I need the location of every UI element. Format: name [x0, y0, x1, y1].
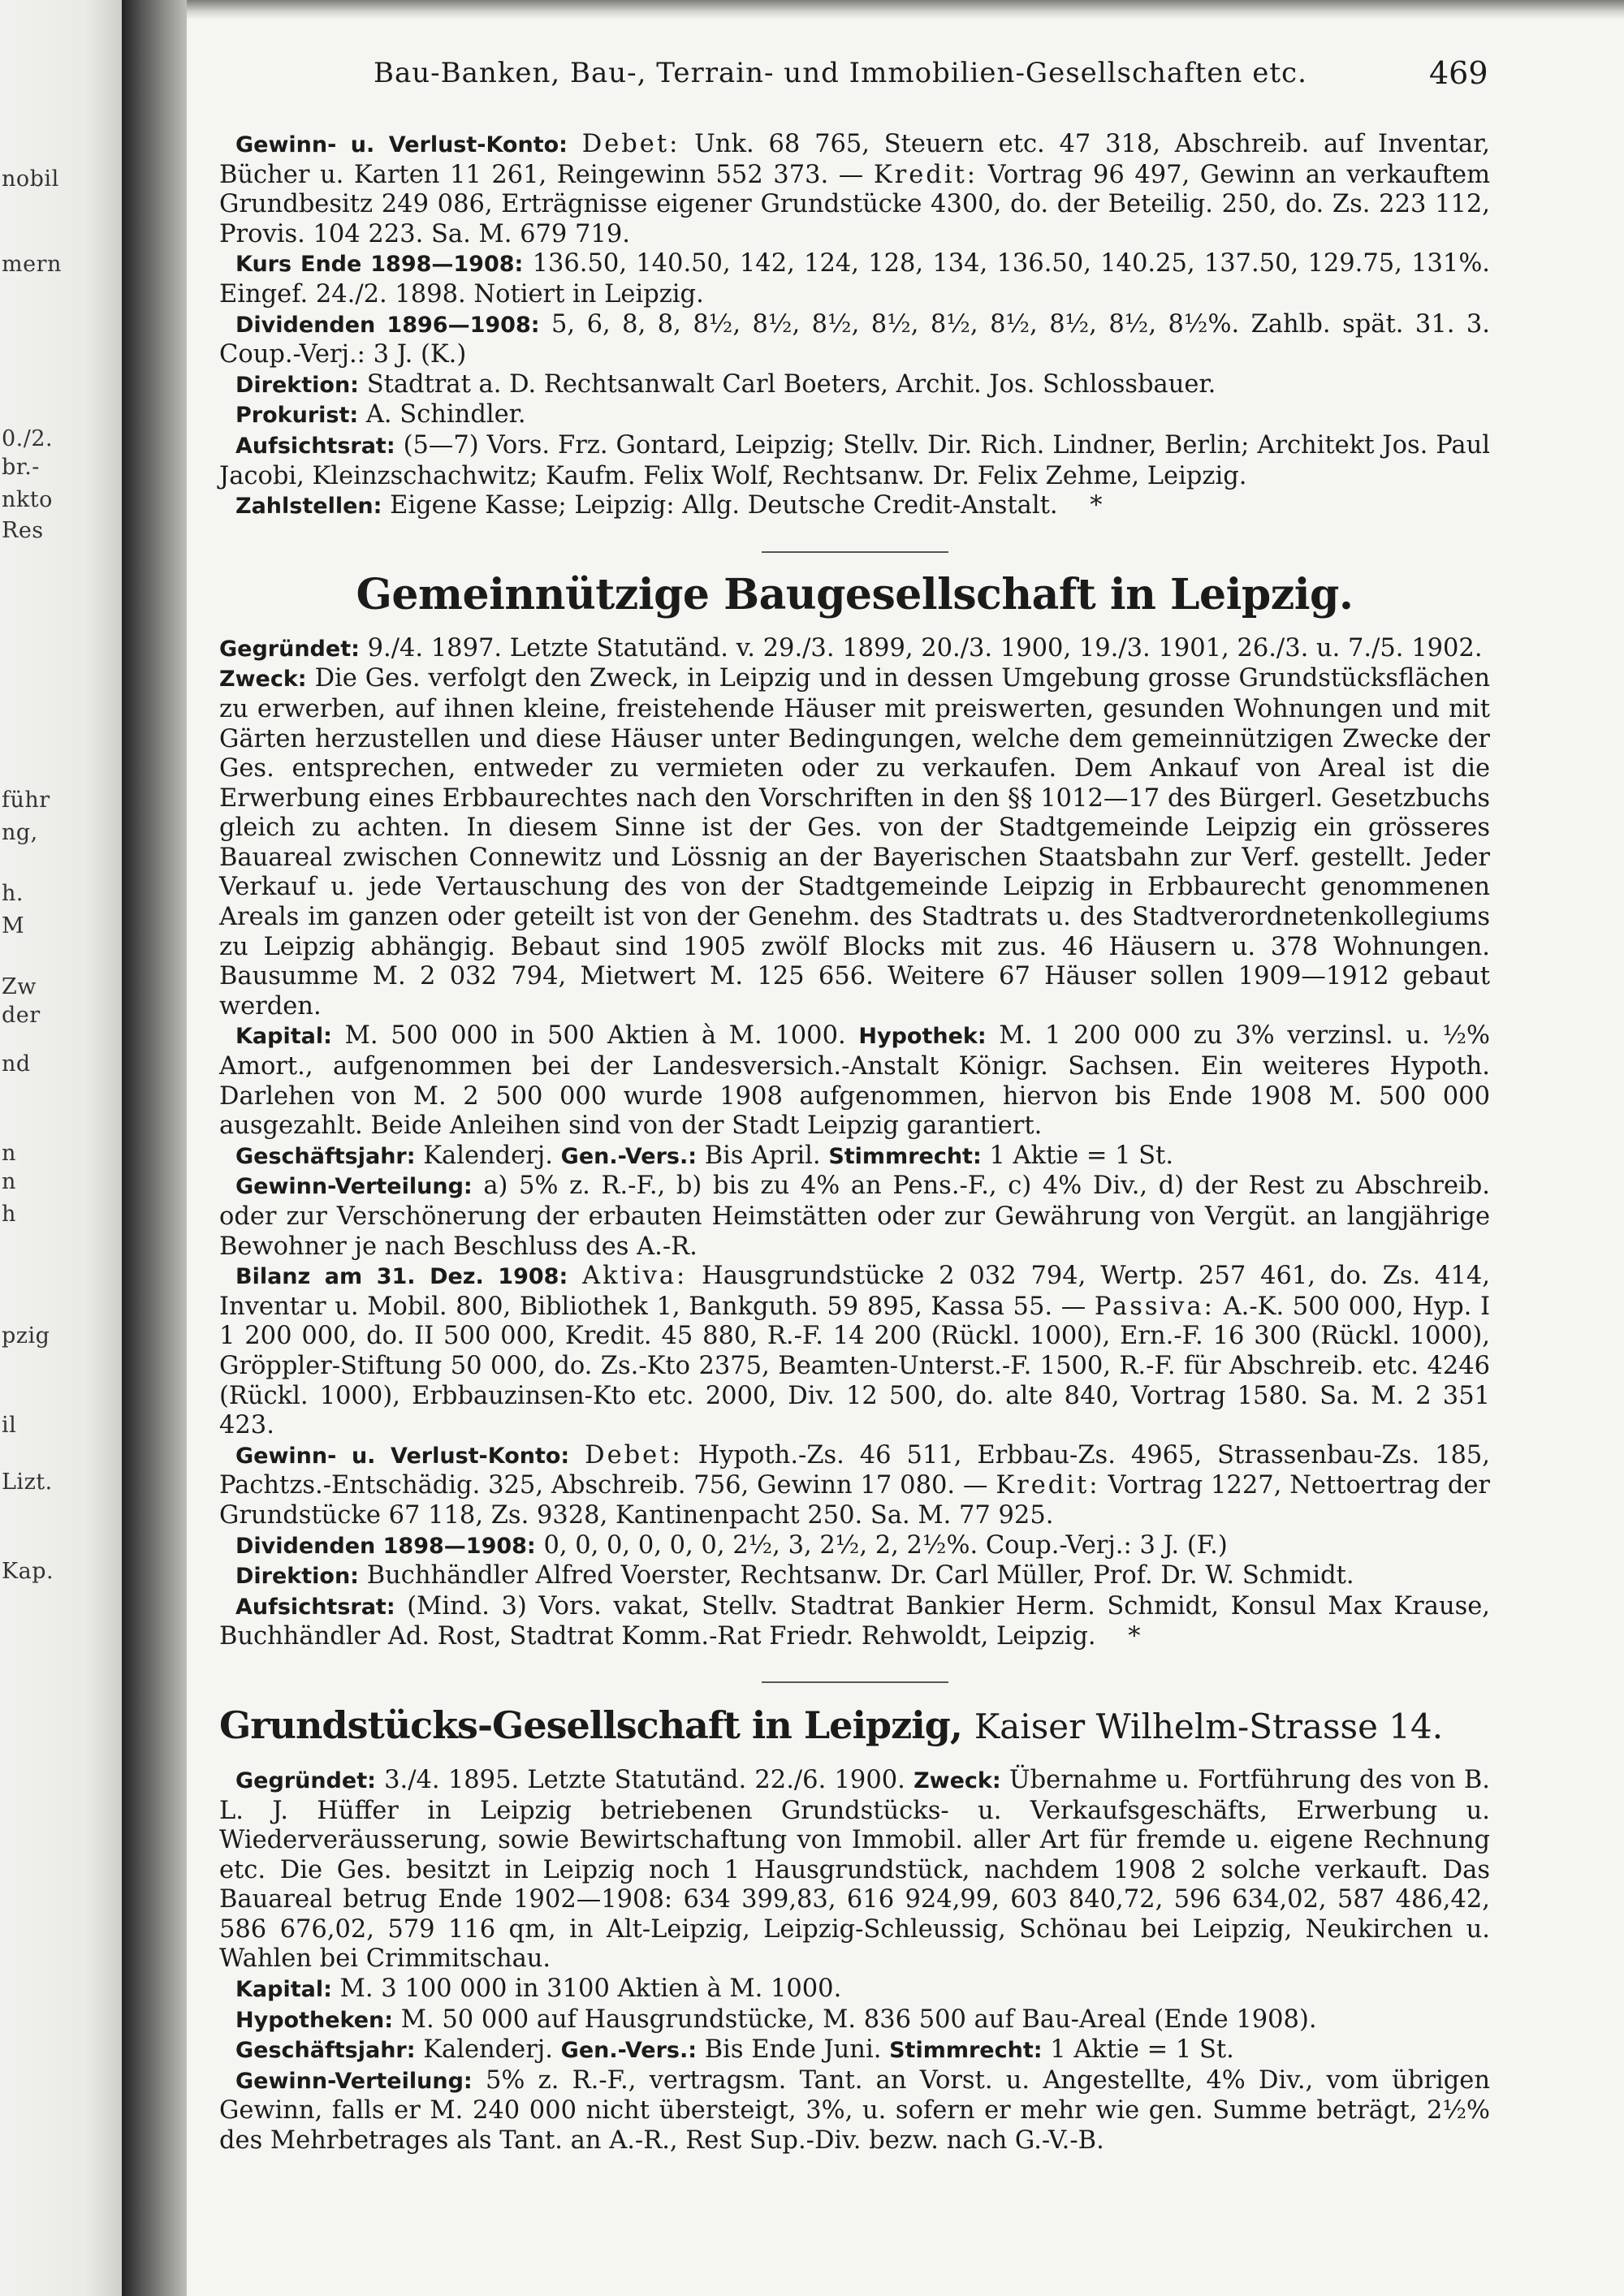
zahlstellen-paragraph	[219, 491, 1490, 522]
field-label: Hypotheken:	[235, 2007, 394, 2033]
field-value: Bis April.	[704, 1141, 821, 1170]
entry-title-address: Kaiser Wilhelm-Strasse 14.	[974, 1706, 1444, 1746]
prokurist-paragraph	[219, 400, 1490, 431]
field-label: Kredit:	[873, 160, 978, 189]
field-label: Prokurist:	[235, 403, 359, 429]
field-label: Debet:	[581, 130, 680, 158]
page-number: 469	[1429, 55, 1488, 91]
page-top-shadow	[187, 0, 1624, 19]
direktion-paragraph	[219, 1561, 1490, 1592]
field-value: Vortrag 96 497, Gewinn an verkauftem Grundbesitz 249 086, Erträgnisse eigener Grundstücke 4300, do. der Beteilig. 250, do. Zs. 223 112, Provis. 104 223. Sa. M. 679 719.	[219, 160, 1490, 248]
field-label: Kapital:	[235, 1977, 332, 2003]
aufsichtsrat-paragraph	[219, 431, 1490, 491]
margin-fragment: 0./2.	[2, 426, 54, 451]
margin-fragment: h	[2, 1202, 16, 1227]
field-label: Zweck:	[219, 667, 307, 693]
margin-fragment: M	[2, 913, 25, 939]
section-divider	[762, 1681, 948, 1683]
dividenden-paragraph	[219, 1531, 1490, 1562]
field-value: A. Schindler.	[365, 400, 526, 429]
margin-fragment: n	[2, 1169, 16, 1194]
hypotheken-paragraph	[219, 2005, 1490, 2036]
direktion-paragraph	[219, 370, 1490, 401]
field-value: (5—7) Vors. Frz. Gontard, Leipzig; Stellv. Dir. Rich. Lindner, Berlin; Architekt Jos. Paul Jacobi, Kleinzschachwitz; Kaufm. Felix Wolf, Rechtsanw. Dr. Felix Zehme, Leipzig.	[219, 430, 1490, 490]
field-label: Zahlstellen:	[235, 494, 382, 520]
entry-title-name: Grundstücks-Gesellschaft in Leipzig,	[219, 1703, 962, 1747]
field-label: Gen.-Vers.:	[560, 1143, 698, 1169]
running-head: Bau-Banken, Bau-, Terrain- und Immobilien-Gesellschaften etc.	[374, 57, 1307, 89]
margin-fragment: h.	[2, 881, 24, 906]
gewinn-verteilung-paragraph	[219, 1172, 1490, 1262]
field-value: M. 50 000 auf Hausgrundstücke, M. 836 500 auf Bau-Areal (Ende 1908).	[400, 2005, 1317, 2034]
field-label: Gegründet:	[235, 1767, 376, 1793]
field-value: Stadtrat a. D. Rechtsanwalt Carl Boeters, Archit. Jos. Schlossbauer.	[366, 369, 1216, 399]
field-value: Hypoth.-Zs. 46 511, Erbbau-Zs. 4965, Strassenbau-Zs. 185, Pachtzs.-Entschädig. 325, Abschreib. 756, Gewinn 17 080. —	[219, 1440, 1490, 1500]
field-label: Gewinn-Verteilung:	[235, 2068, 473, 2094]
field-label: Dividenden 1898—1908:	[235, 1533, 536, 1559]
kurs-paragraph	[219, 249, 1490, 309]
entry-end-mark: *	[1090, 491, 1103, 520]
field-label: Zweck:	[914, 1767, 1001, 1793]
section-divider	[762, 551, 948, 553]
field-value: 9./4. 1897. Letzte Statutänd. v. 29./3. 1899, 20./3. 1900, 19./3. 1901, 26./3. u. 7./5. 1902.	[367, 633, 1483, 662]
gegruendet-paragraph	[219, 634, 1490, 665]
field-value: Eigene Kasse; Leipzig: Allg. Deutsche Credit-Anstalt.	[390, 491, 1058, 520]
field-value: 1 Aktie = 1 St.	[1050, 2035, 1234, 2065]
field-label: Aufsichtsrat:	[235, 433, 395, 459]
kapital-paragraph	[219, 1021, 1490, 1141]
field-value: Kalenderj.	[423, 2035, 553, 2065]
margin-fragment: pzig	[2, 1323, 50, 1349]
field-value: 1 Aktie = 1 St.	[989, 1141, 1174, 1170]
entry-gemeinnuetzige-baugesellschaft	[219, 571, 1490, 1652]
margin-fragment: Lizt.	[2, 1470, 53, 1495]
facing-page-edge	[0, 0, 122, 2296]
gewinn-verlust-paragraph	[219, 130, 1490, 249]
gewinn-verlust-paragraph	[219, 1441, 1490, 1531]
margin-fragment: nkto	[2, 487, 53, 512]
margin-fragment: n	[2, 1141, 16, 1166]
kapital-paragraph	[219, 1974, 1490, 2005]
entry-grundstuecks-gesellschaft	[219, 1701, 1490, 2156]
field-label: Gegründet:	[219, 636, 360, 662]
margin-fragment: führ	[2, 788, 50, 813]
entry-title	[219, 1701, 1490, 1751]
field-value: M. 500 000 in 500 Aktien à M. 1000.	[344, 1021, 846, 1051]
field-label: Direktion:	[235, 1564, 359, 1590]
text-column	[219, 130, 1490, 2156]
margin-fragment: ng,	[2, 820, 38, 845]
field-label: Direktion:	[235, 372, 359, 398]
field-value: Hausgrundstücke 2 032 794, Wertp. 257 461, do. Zs. 414, Inventar u. Mobil. 800, Bibliothek 1, Bankguth. 59 895, Kassa 55. —	[219, 1262, 1490, 1321]
previous-entry	[219, 130, 1490, 522]
field-value: M. 3 100 000 in 3100 Aktien à M. 1000.	[339, 1974, 842, 2004]
field-value: 0, 0, 0, 0, 0, 0, 2½, 3, 2½, 2, 2½%. Coup.-Verj.: 3 J. (F.)	[543, 1530, 1228, 1560]
margin-fragment: Zw	[2, 974, 37, 999]
field-value: a) 5% z. R.-F., b) bis zu 4% an Pens.-F., c) 4% Div., d) der Rest zu Abschreib. oder zur Verschönerung der erbauten Heimstätten oder zur Gewährung von Vergüt. an langjährige Bewohner je nach Beschluss des A.-R.	[219, 1172, 1490, 1261]
field-label: Stimmrecht:	[889, 2038, 1043, 2064]
margin-fragment: Res	[2, 518, 44, 543]
field-label: Gewinn- u. Verlust-Konto:	[235, 132, 568, 158]
field-label: Aufsichtsrat:	[235, 1594, 395, 1620]
bilanz-paragraph	[219, 1262, 1490, 1441]
margin-fragment: nobil	[2, 166, 59, 192]
margin-fragment: il	[2, 1413, 17, 1438]
field-value: 3./4. 1895. Letzte Statutänd. 22./6. 1900.	[384, 1765, 905, 1794]
field-value: Bis Ende Juni.	[704, 2035, 882, 2065]
margin-fragment: nd	[2, 1051, 31, 1077]
field-value: Kalenderj.	[423, 1141, 553, 1170]
margin-fragment: mern	[2, 252, 62, 277]
geschaeftsjahr-paragraph	[219, 1142, 1490, 1172]
geschaeftsjahr-paragraph	[219, 2035, 1490, 2066]
field-value: M. 1 200 000 zu 3% verzinsl. u. ½% Amort., aufgenommen bei der Landesversich.-Anstalt Königr. Sachsen. Ein weiteres Hypoth. Darlehen von M. 2 500 000 wurde 1908 aufgenommen, hiervon bis Ende 1908 M. 500 000 ausgezahlt. Beide Anleihen sind von der Stadt Leipzig garantiert.	[219, 1021, 1490, 1141]
field-label: Hypothek:	[858, 1024, 987, 1050]
aufsichtsrat-paragraph	[219, 1592, 1490, 1652]
field-value: A.-K. 500 000, Hyp. I 1 200 000, do. II 500 000, Kredit. 45 880, R.-F. 14 200 (Rückl. 1000), Ern.-F. 16 300 (Rückl. 1000), Gröppler-Stiftung 50 000, do. Zs.-Kto 2375, Beamten-Unterst.-F. 1500, R.-F. für Abschreib. etc. 4246 (Rückl. 1000), Erbbauzinsen-Kto etc. 2000, Div. 12 500, do. alte 840, Vortrag 1580. Sa. M. 2 351 423.	[219, 1292, 1490, 1440]
margin-fragment: der	[2, 1003, 41, 1028]
field-label: Stimmrecht:	[828, 1143, 982, 1169]
field-label: Geschäftsjahr:	[235, 2038, 416, 2064]
field-label: Gen.-Vers.:	[560, 2038, 698, 2064]
field-label: Passiva:	[1094, 1292, 1215, 1321]
field-value: Übernahme u. Fortführung des von B. L. J. Hüffer in Leipzig betriebenen Grundstücks- u. Verkaufsgeschäfts, Erwerbung u. Wiederveräusserung, sowie Bewirtschaftung von Immobil. aller Art für fremde u. eigene Rechnung etc. Die Ges. besitzt in Leipzig noch 1 Hausgrundstück, nachdem 1908 2 solche verkauft. Das Bauareal betrug Ende 1902—1908: 634 399,83, 616 924,99, 603 840,72, 596 634,02, 587 486,42, 586 676,02, 579 116 qm, in Alt-Leipzig, Leipzig-Schleussig, Schönau bei Leipzig, Neukirchen u. Wahlen bei Crimmitschau.	[219, 1765, 1490, 1974]
field-value: (Mind. 3) Vors. vakat, Stellv. Stadtrat Bankier Herm. Schmidt, Konsul Max Krause, Buchhändler Ad. Rost, Stadtrat Komm.-Rat Friedr. Rehwoldt, Leipzig.	[219, 1591, 1490, 1651]
field-value: Buchhändler Alfred Voerster, Rechtsanw. Dr. Carl Müller, Prof. Dr. W. Schmidt.	[366, 1561, 1354, 1590]
field-value: Vortrag 1227, Nettoertrag der Grundstücke 67 118, Zs. 9328, Kantinenpacht 250. Sa. M. 77 925.	[219, 1471, 1490, 1530]
field-value: 5% z. R.-F., vertragsm. Tant. an Vorst. u. Angestellte, 4% Div., vom übrigen Gewinn, falls er M. 240 000 nicht übersteigt, 3%, u. sofern er mehr wie gen. Summe beträgt, 2½% des Mehrbetrages als Tant. an A.-R., Rest Sup.-Div. bezw. nach G.-V.-B.	[219, 2065, 1491, 2156]
field-label: Bilanz am 31. Dez. 1908:	[235, 1264, 568, 1290]
zweck-paragraph	[219, 664, 1490, 1021]
margin-fragment: Kap.	[2, 1559, 54, 1584]
field-label: Dividenden 1896—1908:	[235, 312, 540, 338]
field-value: 5, 6, 8, 8, 8½, 8½, 8½, 8½, 8½, 8½, 8½, 8½, 8½%. Zahlb. spät. 31. 3. Coup.-Verj.: 3 J. (K.)	[219, 309, 1490, 369]
field-label: Geschäftsjahr:	[235, 1143, 416, 1169]
field-value: Die Ges. verfolgt den Zweck, in Leipzig und in dessen Umgebung grosse Grundstücksflächen zu erwerben, auf ihnen kleine, freistehende Häuser mit preiswerten, gesunden Wohnungen und mit Gärten herzustellen und diese Häuser unter Bedingungen, welche dem gemeinnützigen Zwecke der Ges. entsprechen, entweder zu vermieten oder zu verkaufen. Dem Ankauf von Areal ist die Erwerbung eines Erbbaurechtes nach den Vorschriften in den §§ 1012—17 des Bürgerl. Gesetzbuchs gleich zu achten. In diesem Sinne ist der Ges. von der Stadtgemeinde Leipzig ein grösseres Bauareal zwischen Connewitz und Lössnig an der Bayerischen Staatsbahn zur Verf. gestellt. Jeder Verkauf u. jede Vertauschung des von der Stadtgemeinde Leipzig in Erbbaurecht genommenen Areals im ganzen oder geteilt ist von der Genehm. des Stadtrats u. des Stadtverordnetenkollegiums zu Leipzig abhängig. Bebaut sind 1905 zwölf Blocks mit zus. 46 Häusern u. 378 Wohnungen. Bausumme M. 2 032 794, Mietwert M. 125 656. Weitere 67 Häuser sollen 1909—1912 gebaut werden.	[219, 664, 1490, 1021]
field-label: Gewinn-Verteilung:	[235, 1174, 473, 1200]
field-label: Aktiva:	[582, 1262, 688, 1291]
field-value: 136.50, 140.50, 142, 124, 128, 134, 136.50, 140.25, 137.50, 129.75, 131%. Eingef. 24./2. 1898. Notiert in Leipzig.	[219, 249, 1490, 309]
field-label: Debet:	[585, 1440, 683, 1470]
field-label: Gewinn- u. Verlust-Konto:	[235, 1443, 570, 1469]
margin-fragment: br.-	[2, 455, 40, 480]
entry-title: Gemeinnützige Baugesellschaft in Leipzig.	[356, 569, 1354, 619]
dividenden-paragraph	[219, 310, 1490, 370]
gewinn-verteilung-paragraph	[219, 2066, 1490, 2156]
field-label: Kurs Ende 1898—1908:	[235, 252, 524, 278]
field-label: Kapital:	[235, 1024, 332, 1050]
entry-end-mark: *	[1128, 1622, 1141, 1651]
gegruendet-paragraph	[219, 1766, 1490, 1974]
field-label: Kredit:	[996, 1471, 1100, 1500]
field-value: Unk. 68 765, Steuern etc. 47 318, Abschreib. auf Inventar, Bücher u. Karten 11 261, Reingewinn 552 373. —	[219, 130, 1490, 189]
